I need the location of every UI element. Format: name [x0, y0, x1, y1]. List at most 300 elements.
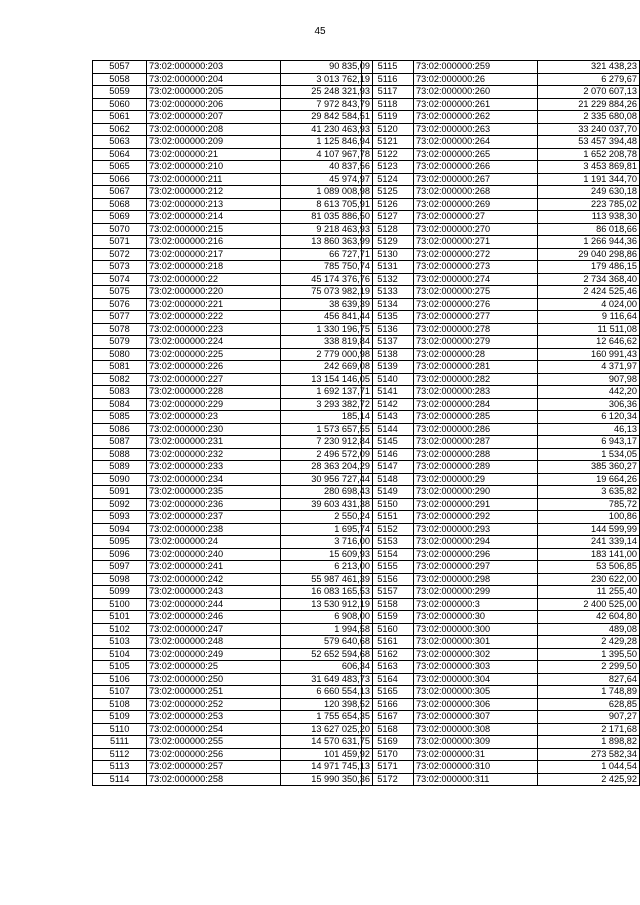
row-number-cell: 5134 [362, 298, 414, 311]
cadastral-number-cell: 73:02:000000:31 [414, 748, 538, 761]
cadastral-number-cell: 73:02:000000:25 [147, 661, 281, 674]
cadastral-number-cell: 73:02:000000:212 [147, 186, 281, 199]
row-number-cell: 5066 [93, 173, 147, 186]
value-cell: 2 496 572,09 [281, 448, 373, 461]
value-cell: 21 229 884,26 [538, 98, 640, 111]
row-number-cell: 5131 [362, 261, 414, 274]
cadastral-number-cell: 73:02:000000:207 [147, 111, 281, 124]
value-cell: 42 604,80 [538, 611, 640, 624]
cadastral-number-cell: 73:02:000000:26 [414, 73, 538, 86]
table-row [362, 711, 640, 724]
table-row [93, 523, 373, 536]
cadastral-number-cell: 73:02:000000:27 [414, 211, 538, 224]
page-number: 45 [314, 26, 326, 37]
table-row [362, 573, 640, 586]
table-row [362, 423, 640, 436]
value-cell: 3 013 762,19 [281, 73, 373, 86]
table-row [362, 161, 640, 174]
cadastral-number-cell: 73:02:000000:255 [147, 736, 281, 749]
cadastral-number-cell: 73:02:000000:311 [414, 773, 538, 786]
row-number-cell: 5072 [93, 248, 147, 261]
value-cell: 1 534,05 [538, 448, 640, 461]
value-cell: 4 107 967,78 [281, 148, 373, 161]
value-cell: 230 622,00 [538, 573, 640, 586]
row-number-cell: 5061 [93, 111, 147, 124]
cadastral-number-cell: 73:02:000000:298 [414, 573, 538, 586]
row-number-cell: 5141 [362, 386, 414, 399]
table-row [93, 686, 373, 699]
row-number-cell: 5095 [93, 536, 147, 549]
table-row [93, 548, 373, 561]
table-row [362, 86, 640, 99]
row-number-cell: 5147 [362, 461, 414, 474]
row-number-cell: 5069 [93, 211, 147, 224]
table-row [93, 473, 373, 486]
value-cell: 785,72 [538, 498, 640, 511]
value-cell: 827,64 [538, 673, 640, 686]
table-row [362, 486, 640, 499]
cadastral-number-cell: 73:02:000000:220 [147, 286, 281, 299]
value-cell: 40 837,56 [281, 161, 373, 174]
value-cell: 3 293 382,72 [281, 398, 373, 411]
value-cell: 25 248 321,93 [281, 86, 373, 99]
cadastral-number-cell: 73:02:000000:222 [147, 311, 281, 324]
table-row [362, 586, 640, 599]
value-cell: 86 018,66 [538, 223, 640, 236]
cadastral-number-cell: 73:02:000000:216 [147, 236, 281, 249]
value-cell: 241 339,14 [538, 536, 640, 549]
table-row [93, 273, 373, 286]
value-cell: 13 860 363,99 [281, 236, 373, 249]
table-row [93, 361, 373, 374]
value-cell: 6 908,00 [281, 611, 373, 624]
row-number-cell: 5172 [362, 773, 414, 786]
cadastral-number-cell: 73:02:000000:307 [414, 711, 538, 724]
row-number-cell: 5064 [93, 148, 147, 161]
row-number-cell: 5073 [93, 261, 147, 274]
value-cell: 1 044,54 [538, 761, 640, 774]
cadastral-number-cell: 73:02:000000:227 [147, 373, 281, 386]
table-row [362, 148, 640, 161]
cadastral-number-cell: 73:02:000000:208 [147, 123, 281, 136]
cadastral-number-cell: 73:02:000000:296 [414, 548, 538, 561]
cadastral-number-cell: 73:02:000000:254 [147, 723, 281, 736]
cadastral-number-cell: 73:02:000000:268 [414, 186, 538, 199]
value-cell: 1 266 944,36 [538, 236, 640, 249]
cadastral-number-cell: 73:02:000000:293 [414, 523, 538, 536]
row-number-cell: 5166 [362, 698, 414, 711]
cadastral-number-cell: 73:02:000000:233 [147, 461, 281, 474]
row-number-cell: 5127 [362, 211, 414, 224]
table-row [93, 386, 373, 399]
row-number-cell: 5121 [362, 136, 414, 149]
row-number-cell: 5062 [93, 123, 147, 136]
row-number-cell: 5068 [93, 198, 147, 211]
value-cell: 7 230 912,84 [281, 436, 373, 449]
cadastral-number-cell: 73:02:000000:240 [147, 548, 281, 561]
cadastral-number-cell: 73:02:000000:271 [414, 236, 538, 249]
table-row [362, 498, 640, 511]
cadastral-number-cell: 73:02:000000:273 [414, 261, 538, 274]
cadastral-number-cell: 73:02:000000:224 [147, 336, 281, 349]
row-number-cell: 5128 [362, 223, 414, 236]
value-cell: 29 842 584,51 [281, 111, 373, 124]
row-number-cell: 5081 [93, 361, 147, 374]
row-number-cell: 5161 [362, 636, 414, 649]
cadastral-number-cell: 73:02:000000:302 [414, 648, 538, 661]
table-row [93, 223, 373, 236]
value-cell: 101 459,92 [281, 748, 373, 761]
row-number-cell: 5097 [93, 561, 147, 574]
row-number-cell: 5138 [362, 348, 414, 361]
cadastral-number-cell: 73:02:000000:267 [414, 173, 538, 186]
row-number-cell: 5152 [362, 523, 414, 536]
table-row [362, 73, 640, 86]
cadastral-number-cell: 73:02:000000:292 [414, 511, 538, 524]
value-cell: 30 956 727,44 [281, 473, 373, 486]
value-cell: 2 335 680,08 [538, 111, 640, 124]
cadastral-number-cell: 73:02:000000:304 [414, 673, 538, 686]
row-number-cell: 5092 [93, 498, 147, 511]
cadastral-number-cell: 73:02:000000:310 [414, 761, 538, 774]
cadastral-number-cell: 73:02:000000:218 [147, 261, 281, 274]
cadastral-number-cell: 73:02:000000:204 [147, 73, 281, 86]
value-cell: 3 635,82 [538, 486, 640, 499]
value-cell: 306,36 [538, 398, 640, 411]
table-row [93, 573, 373, 586]
row-number-cell: 5084 [93, 398, 147, 411]
value-cell: 52 652 594,68 [281, 648, 373, 661]
cadastral-number-cell: 73:02:000000:234 [147, 473, 281, 486]
row-number-cell: 5124 [362, 173, 414, 186]
table-row [362, 198, 640, 211]
row-number-cell: 5096 [93, 548, 147, 561]
value-cell: 9 116,64 [538, 311, 640, 324]
table-row [93, 148, 373, 161]
cadastral-number-cell: 73:02:000000:230 [147, 423, 281, 436]
value-cell: 1 652 208,78 [538, 148, 640, 161]
row-number-cell: 5155 [362, 561, 414, 574]
value-cell: 4 371,97 [538, 361, 640, 374]
row-number-cell: 5112 [93, 748, 147, 761]
row-number-cell: 5114 [93, 773, 147, 786]
row-number-cell: 5153 [362, 536, 414, 549]
row-number-cell: 5105 [93, 661, 147, 674]
cadastral-number-cell: 73:02:000000:248 [147, 636, 281, 649]
cadastral-number-cell: 73:02:000000:306 [414, 698, 538, 711]
cadastral-number-cell: 73:02:000000:274 [414, 273, 538, 286]
table-row [362, 123, 640, 136]
table-row [362, 761, 640, 774]
row-number-cell: 5135 [362, 311, 414, 324]
cadastral-number-cell: 73:02:000000:247 [147, 623, 281, 636]
cadastral-number-cell: 73:02:000000:308 [414, 723, 538, 736]
value-cell: 11 255,40 [538, 586, 640, 599]
table-row [362, 286, 640, 299]
cadastral-number-cell: 73:02:000000:259 [414, 61, 538, 74]
cadastral-number-cell: 73:02:000000:284 [414, 398, 538, 411]
value-cell: 66 727,71 [281, 248, 373, 261]
value-cell: 4 024,00 [538, 298, 640, 311]
table-row [93, 198, 373, 211]
value-cell: 16 083 165,53 [281, 586, 373, 599]
row-number-cell: 5099 [93, 586, 147, 599]
row-number-cell: 5168 [362, 723, 414, 736]
table-body-left [93, 61, 373, 786]
table-row [362, 673, 640, 686]
row-number-cell: 5104 [93, 648, 147, 661]
row-number-cell: 5063 [93, 136, 147, 149]
table-row [362, 336, 640, 349]
cadastral-number-cell: 73:02:000000:221 [147, 298, 281, 311]
cadastral-number-cell: 73:02:000000:252 [147, 698, 281, 711]
table-row [362, 61, 640, 74]
value-cell: 39 603 431,38 [281, 498, 373, 511]
value-cell: 45 974,97 [281, 173, 373, 186]
row-number-cell: 5162 [362, 648, 414, 661]
cadastral-number-cell: 73:02:000000:301 [414, 636, 538, 649]
table-row [93, 511, 373, 524]
table-row [362, 536, 640, 549]
cadastral-number-cell: 73:02:000000:291 [414, 498, 538, 511]
cadastral-number-cell: 73:02:000000:241 [147, 561, 281, 574]
cadastral-number-cell: 73:02:000000:265 [414, 148, 538, 161]
row-number-cell: 5164 [362, 673, 414, 686]
value-cell: 1 748,89 [538, 686, 640, 699]
row-number-cell: 5110 [93, 723, 147, 736]
table-row [93, 61, 373, 74]
cadastral-number-cell: 73:02:000000:275 [414, 286, 538, 299]
row-number-cell: 5130 [362, 248, 414, 261]
value-cell: 1 994,58 [281, 623, 373, 636]
table-row [93, 111, 373, 124]
table-row [93, 123, 373, 136]
value-cell: 13 530 912,19 [281, 598, 373, 611]
cadastral-number-cell: 73:02:000000:288 [414, 448, 538, 461]
table-row [362, 636, 640, 649]
table-row [362, 273, 640, 286]
value-cell: 75 073 982,19 [281, 286, 373, 299]
table-row [93, 211, 373, 224]
row-number-cell: 5102 [93, 623, 147, 636]
row-number-cell: 5163 [362, 661, 414, 674]
cadastral-number-cell: 73:02:000000:300 [414, 623, 538, 636]
row-number-cell: 5083 [93, 386, 147, 399]
cadastral-number-cell: 73:02:000000:257 [147, 761, 281, 774]
value-cell: 338 819,84 [281, 336, 373, 349]
row-number-cell: 5065 [93, 161, 147, 174]
table-row [362, 561, 640, 574]
cadastral-number-cell: 73:02:000000:22 [147, 273, 281, 286]
table-row [362, 598, 640, 611]
cadastral-number-cell: 73:02:000000:260 [414, 86, 538, 99]
value-cell: 456 841,44 [281, 311, 373, 324]
value-cell: 1 695,74 [281, 523, 373, 536]
value-cell: 907,98 [538, 373, 640, 386]
row-number-cell: 5119 [362, 111, 414, 124]
row-number-cell: 5133 [362, 286, 414, 299]
table-row [362, 373, 640, 386]
table-row [93, 586, 373, 599]
value-cell: 2 550,24 [281, 511, 373, 524]
table-row [362, 398, 640, 411]
cadastral-value-table-right [361, 60, 640, 786]
cadastral-number-cell: 73:02:000000:289 [414, 461, 538, 474]
table-row [93, 723, 373, 736]
value-cell: 2 425,92 [538, 773, 640, 786]
value-cell: 9 218 463,93 [281, 223, 373, 236]
value-cell: 55 987 461,39 [281, 573, 373, 586]
cadastral-number-cell: 73:02:000000:229 [147, 398, 281, 411]
value-cell: 53 506,85 [538, 561, 640, 574]
row-number-cell: 5123 [362, 161, 414, 174]
value-cell: 6 213,00 [281, 561, 373, 574]
row-number-cell: 5167 [362, 711, 414, 724]
table-row [362, 611, 640, 624]
cadastral-number-cell: 73:02:000000:283 [414, 386, 538, 399]
cadastral-number-cell: 73:02:000000:225 [147, 348, 281, 361]
table-row [93, 711, 373, 724]
cadastral-number-cell: 73:02:000000:228 [147, 386, 281, 399]
value-cell: 2 734 368,40 [538, 273, 640, 286]
cadastral-number-cell: 73:02:000000:21 [147, 148, 281, 161]
table-row [93, 648, 373, 661]
row-number-cell: 5094 [93, 523, 147, 536]
table-row [93, 236, 373, 249]
table-row [362, 298, 640, 311]
row-number-cell: 5171 [362, 761, 414, 774]
value-cell: 1 898,82 [538, 736, 640, 749]
value-cell: 2 424 525,46 [538, 286, 640, 299]
row-number-cell: 5074 [93, 273, 147, 286]
table-row [362, 773, 640, 786]
row-number-cell: 5107 [93, 686, 147, 699]
cadastral-number-cell: 73:02:000000:276 [414, 298, 538, 311]
cadastral-number-cell: 73:02:000000:206 [147, 98, 281, 111]
table-row [93, 248, 373, 261]
table-row [362, 136, 640, 149]
cadastral-number-cell: 73:02:000000:272 [414, 248, 538, 261]
row-number-cell: 5108 [93, 698, 147, 711]
table-row [93, 173, 373, 186]
value-cell: 3 453 869,81 [538, 161, 640, 174]
table-row [93, 673, 373, 686]
row-number-cell: 5140 [362, 373, 414, 386]
table-row [93, 611, 373, 624]
value-cell: 120 398,52 [281, 698, 373, 711]
cadastral-number-cell: 73:02:000000:282 [414, 373, 538, 386]
value-cell: 223 785,02 [538, 198, 640, 211]
row-number-cell: 5060 [93, 98, 147, 111]
row-number-cell: 5165 [362, 686, 414, 699]
value-cell: 2 429,28 [538, 636, 640, 649]
row-number-cell: 5116 [362, 73, 414, 86]
table-row [362, 223, 640, 236]
value-cell: 113 938,30 [538, 211, 640, 224]
row-number-cell: 5115 [362, 61, 414, 74]
value-cell: 31 649 483,73 [281, 673, 373, 686]
table-row [362, 348, 640, 361]
value-cell: 1 692 137,71 [281, 386, 373, 399]
row-number-cell: 5125 [362, 186, 414, 199]
cadastral-number-cell: 73:02:000000:30 [414, 611, 538, 624]
table-row [93, 736, 373, 749]
value-cell: 321 438,23 [538, 61, 640, 74]
row-number-cell: 5158 [362, 598, 414, 611]
table-row [362, 386, 640, 399]
value-cell: 38 639,39 [281, 298, 373, 311]
row-number-cell: 5149 [362, 486, 414, 499]
cadastral-number-cell: 73:02:000000:264 [414, 136, 538, 149]
cadastral-number-cell: 73:02:000000:210 [147, 161, 281, 174]
value-cell: 249 630,18 [538, 186, 640, 199]
table-row [93, 773, 373, 786]
row-number-cell: 5154 [362, 548, 414, 561]
cadastral-number-cell: 73:02:000000:235 [147, 486, 281, 499]
cadastral-number-cell: 73:02:000000:281 [414, 361, 538, 374]
cadastral-number-cell: 73:02:000000:262 [414, 111, 538, 124]
row-number-cell: 5136 [362, 323, 414, 336]
row-number-cell: 5078 [93, 323, 147, 336]
value-cell: 183 141,00 [538, 548, 640, 561]
table-row [93, 411, 373, 424]
table-row [362, 748, 640, 761]
value-cell: 2 779 000,98 [281, 348, 373, 361]
value-cell: 19 664,26 [538, 473, 640, 486]
row-number-cell: 5139 [362, 361, 414, 374]
cadastral-number-cell: 73:02:000000:238 [147, 523, 281, 536]
cadastral-number-cell: 73:02:000000:266 [414, 161, 538, 174]
cadastral-number-cell: 73:02:000000:263 [414, 123, 538, 136]
cadastral-number-cell: 73:02:000000:261 [414, 98, 538, 111]
table-row [362, 448, 640, 461]
row-number-cell: 5088 [93, 448, 147, 461]
value-cell: 14 971 745,13 [281, 761, 373, 774]
table-row [362, 111, 640, 124]
row-number-cell: 5117 [362, 86, 414, 99]
row-number-cell: 5159 [362, 611, 414, 624]
row-number-cell: 5142 [362, 398, 414, 411]
row-number-cell: 5093 [93, 511, 147, 524]
value-cell: 41 230 463,93 [281, 123, 373, 136]
cadastral-number-cell: 73:02:000000:28 [414, 348, 538, 361]
cadastral-number-cell: 73:02:000000:251 [147, 686, 281, 699]
row-number-cell: 5080 [93, 348, 147, 361]
table-row [93, 448, 373, 461]
row-number-cell: 5086 [93, 423, 147, 436]
row-number-cell: 5122 [362, 148, 414, 161]
cadastral-number-cell: 73:02:000000:23 [147, 411, 281, 424]
value-cell: 907,27 [538, 711, 640, 724]
row-number-cell: 5077 [93, 311, 147, 324]
table-row [93, 461, 373, 474]
table-row [93, 73, 373, 86]
table-row [93, 661, 373, 674]
table-row [362, 248, 640, 261]
cadastral-number-cell: 73:02:000000:243 [147, 586, 281, 599]
row-number-cell: 5118 [362, 98, 414, 111]
cadastral-number-cell: 73:02:000000:213 [147, 198, 281, 211]
value-cell: 45 174 376,76 [281, 273, 373, 286]
cadastral-number-cell: 73:02:000000:309 [414, 736, 538, 749]
table-row [93, 298, 373, 311]
value-cell: 785 750,74 [281, 261, 373, 274]
table-row [93, 261, 373, 274]
cadastral-number-cell: 73:02:000000:287 [414, 436, 538, 449]
value-cell: 628,85 [538, 698, 640, 711]
table-row [362, 186, 640, 199]
cadastral-number-cell: 73:02:000000:270 [414, 223, 538, 236]
